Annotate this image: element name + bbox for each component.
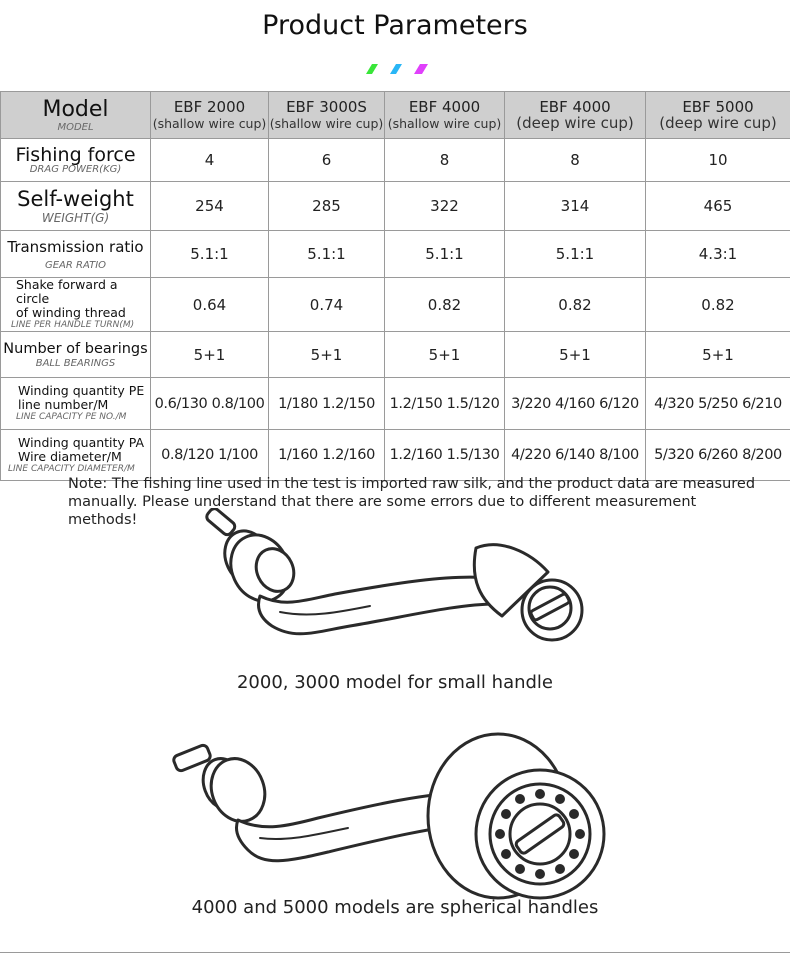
row-sublabel: WEIGHT(G) xyxy=(41,210,110,225)
table-cell: 5+1 xyxy=(646,332,790,378)
table-cell: 5/320 6/260 8/200 xyxy=(646,430,790,481)
column-header xyxy=(269,92,385,139)
small-handle-caption: 2000, 3000 model for small handle xyxy=(236,672,554,693)
table-cell: 0.82 xyxy=(646,278,790,332)
column-name: EBF 3000S xyxy=(286,98,367,116)
table-cell: 0.6/130 0.8/100 xyxy=(151,378,269,430)
table-row xyxy=(1,378,790,430)
small-handle-illustration-icon xyxy=(200,508,590,658)
table-row xyxy=(1,430,790,481)
row-sublabel: LINE PER HANDLE TURN(M) xyxy=(11,320,135,330)
column-name: EBF 4000 xyxy=(539,98,611,116)
model-sublabel: MODEL xyxy=(57,121,94,133)
row-label: Fishing force xyxy=(15,143,136,166)
table-cell: 0.8/120 1/100 xyxy=(151,430,269,481)
row-sublabel: LINE CAPACITY DIAMETER/M xyxy=(8,463,135,474)
table-cell: 5.1:1 xyxy=(385,231,505,278)
table-cell: 5.1:1 xyxy=(151,231,269,278)
page-title: Product Parameters xyxy=(262,10,528,41)
table-cell: 1.2/150 1.5/120 xyxy=(385,378,505,430)
table-cell: 4 xyxy=(151,139,269,182)
row-label-line2: Wire diameter/M xyxy=(18,448,122,464)
row-sublabel: BALL BEARINGS xyxy=(35,358,116,369)
row-label: Number of bearings xyxy=(3,341,148,357)
column-sub: (shallow wire cup) xyxy=(152,116,267,131)
column-header xyxy=(646,92,790,139)
row-label-line1: Winding quantity PA xyxy=(18,434,145,450)
column-name: EBF 2000 xyxy=(173,98,246,116)
column-sub: (shallow wire cup) xyxy=(269,116,384,131)
row-label: Self-weight xyxy=(17,186,134,211)
parameters-table xyxy=(0,91,790,481)
table-cell: 322 xyxy=(385,182,505,231)
table-cell: 3/220 4/160 6/120 xyxy=(505,378,646,430)
row-label-line1: Shake forward a circle xyxy=(16,277,118,306)
bottom-divider xyxy=(0,952,790,953)
table-cell: 1/180 1.2/150 xyxy=(269,378,385,430)
measurement-note: Note: The fishing line used in the test is imported raw silk, and the product data are measured manually. Please understand that there are some errors due to different measurement methods! xyxy=(68,476,756,528)
table-cell: 4/220 6/140 8/100 xyxy=(505,430,646,481)
table-row xyxy=(1,182,790,231)
column-sub: (shallow wire cup) xyxy=(387,116,502,131)
table-cell: 5.1:1 xyxy=(269,231,385,278)
column-sub: (deep wire cup) xyxy=(659,114,777,132)
row-label-line1: Winding quantity PE xyxy=(18,383,145,398)
column-header xyxy=(385,92,505,139)
table-cell: 285 xyxy=(269,182,385,231)
table-cell: 314 xyxy=(505,182,646,231)
row-sublabel: GEAR RATIO xyxy=(44,259,107,271)
table-cell: 5.1:1 xyxy=(505,231,646,278)
table-cell: 0.82 xyxy=(385,278,505,332)
table-row xyxy=(1,332,790,378)
column-sub: (deep wire cup) xyxy=(516,114,634,132)
model-header-cell xyxy=(1,92,151,139)
row-label-cell xyxy=(1,231,151,278)
row-label-cell xyxy=(1,378,151,430)
table-cell: 5+1 xyxy=(269,332,385,378)
table-header-row xyxy=(1,92,790,139)
table-cell: 8 xyxy=(505,139,646,182)
row-sublabel: DRAG POWER(KG) xyxy=(29,163,122,175)
row-label: Transmission ratio xyxy=(7,237,144,256)
row-label-cell xyxy=(1,332,151,378)
table-cell: 465 xyxy=(646,182,790,231)
row-label-cell xyxy=(1,139,151,182)
table-cell: 5+1 xyxy=(151,332,269,378)
row-label-cell xyxy=(1,430,151,481)
green-dash xyxy=(366,64,378,74)
table-cell: 0.64 xyxy=(151,278,269,332)
column-header xyxy=(505,92,646,139)
table-cell: 8 xyxy=(385,139,505,182)
column-header xyxy=(151,92,269,139)
model-label: Model xyxy=(42,96,109,122)
table-cell: 4.3:1 xyxy=(646,231,790,278)
accent-dashes-icon xyxy=(360,60,432,76)
table-cell: 5+1 xyxy=(505,332,646,378)
table-cell: 10 xyxy=(646,139,790,182)
row-label-cell xyxy=(1,278,151,332)
blue-dash xyxy=(390,64,402,74)
table-cell: 1/160 1.2/160 xyxy=(269,430,385,481)
spherical-handle-caption: 4000 and 5000 models are spherical handles xyxy=(191,897,599,918)
row-label-cell xyxy=(1,182,151,231)
column-name: EBF 4000 xyxy=(408,98,481,116)
spherical-handle-illustration-icon xyxy=(168,728,618,908)
table-cell: 0.82 xyxy=(505,278,646,332)
column-name: EBF 5000 xyxy=(682,98,754,116)
table-cell: 254 xyxy=(151,182,269,231)
magenta-dash xyxy=(414,64,428,74)
table-cell: 4/320 5/250 6/210 xyxy=(646,378,790,430)
table-cell: 6 xyxy=(269,139,385,182)
table-row xyxy=(1,139,790,182)
row-label-line2: of winding thread xyxy=(16,305,126,320)
table-row xyxy=(1,231,790,278)
table-cell: 5+1 xyxy=(385,332,505,378)
row-sublabel: LINE CAPACITY PE NO./M xyxy=(16,412,127,422)
table-cell: 1.2/160 1.5/130 xyxy=(385,430,505,481)
row-label-line2: line number/M xyxy=(18,397,109,412)
table-cell: 0.74 xyxy=(269,278,385,332)
table-row xyxy=(1,278,790,332)
